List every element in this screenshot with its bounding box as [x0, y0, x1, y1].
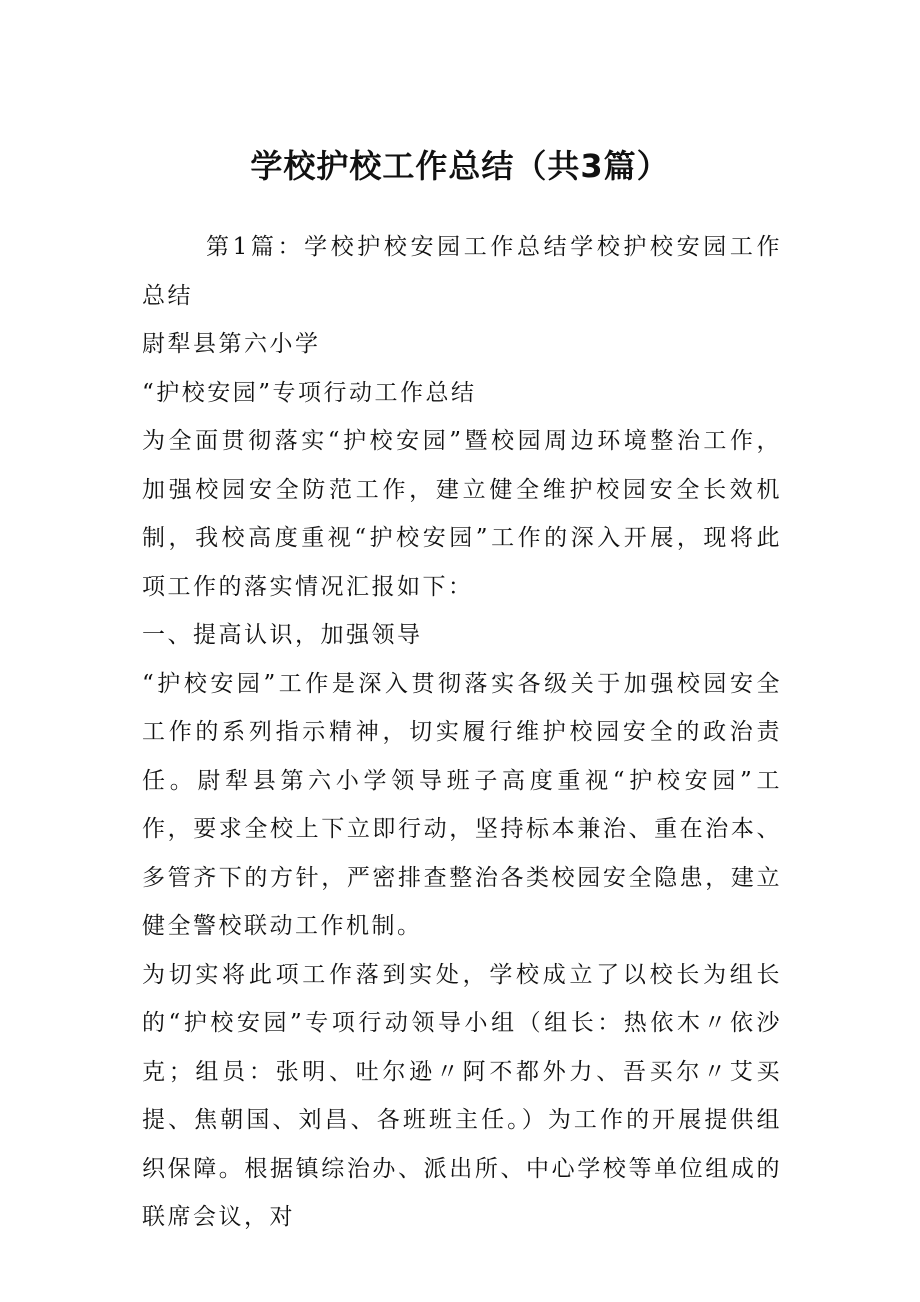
paragraph-section-one-body: “护校安园”工作是深入贯彻落实各级关于加强校园安全工作的系列指示精神，切实履行维护校园安全的政治责任。尉犁县第六小学领导班子高度重视“护校安园”工作，要求全校上下立即行动，坚持标本兼治、重在治本、多管齐下的方针，严密排查整治各类校园安全隐患，建立健全警校联动工作机制。: [142, 670, 782, 939]
paragraph-heading-part1: 第1篇：学校护校安园工作总结学校护校安园工作总结: [142, 234, 782, 309]
paragraph-report-title: “护校安园”专项行动工作总结: [142, 379, 477, 406]
paragraph-school-name: 尉犁县第六小学: [142, 331, 321, 357]
document-title: 学校护校工作总结（共3篇）: [250, 147, 670, 185]
paragraph-leadership-group: 为切实将此项工作落到实处，学校成立了以校长为组长的“护校安园”专项行动领导小组（组长：热依木〃依沙克；组员：张明、吐尔逊〃阿不都外力、吾买尔〃艾买提、焦朝国、刘昌、各班班主任。）为工作的开展提供组织保障。根据镇综治办、派出所、中心学校等单位组成的联席会议，对: [142, 961, 782, 1230]
document-body: [142, 223, 782, 1242]
paragraph-section-one-heading: 一、提高认识，加强领导: [142, 622, 423, 648]
paragraph-intro: 为全面贯彻落实“护校安园”暨校园周边环境整治工作，加强校园安全防范工作，建立健全维护校园安全长效机制，我校高度重视“护校安园”工作的深入开展，现将此项工作的落实情况汇报如下：: [142, 428, 782, 600]
